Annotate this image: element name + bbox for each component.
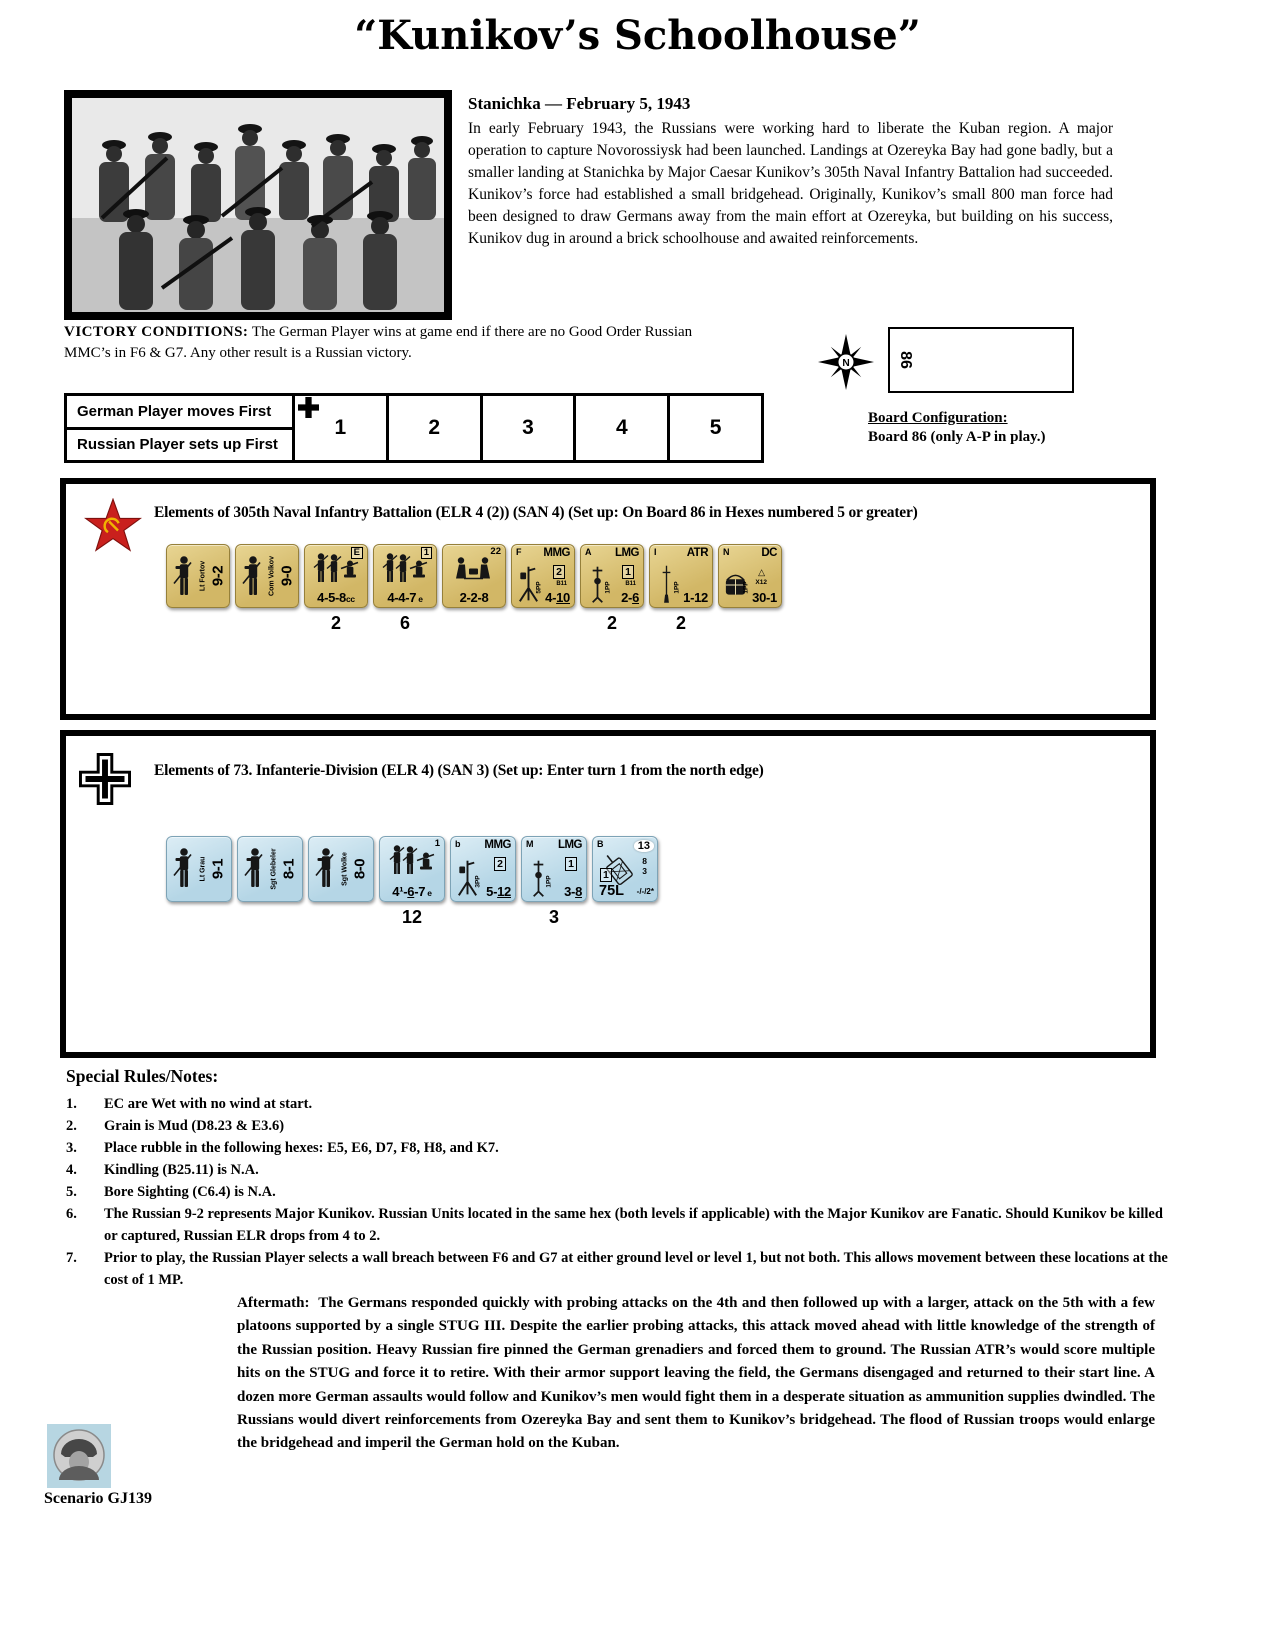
counter-face-mmg: [511, 544, 575, 608]
page-title: “Kunikov’s Schoolhouse”: [354, 12, 921, 59]
turn-track-row-russian: Russian Player sets up First: [77, 436, 278, 454]
russian-ob-header: Elements of 305th Naval Infantry Battalion (ELR 4 (2)) (SAN 4) (Set up: On Board 86 in Hexes numbered 5 or greater): [154, 504, 918, 521]
leader-name: Lt Grau: [199, 856, 207, 882]
counter-quantity: [308, 907, 374, 929]
rule-text: Kindling (B25.11) is N.A.: [104, 1162, 259, 1179]
counter-quantity: 2: [606, 613, 617, 633]
portage-points: 1PP: [742, 581, 750, 594]
soldier-icon: [172, 847, 196, 890]
leader-name: Sgt Wolke: [341, 852, 349, 886]
counter-mmg: [450, 836, 516, 929]
counter-com-volkov: [235, 544, 299, 635]
side-values: 8 3: [642, 856, 647, 876]
counter-face-squad-458: [304, 544, 368, 608]
scenario-id: Scenario GJ139: [44, 1490, 152, 1507]
history-section: [468, 94, 1113, 250]
counter-quantity: 2: [675, 613, 686, 633]
counter-quantity: [237, 907, 303, 929]
turn-track-labels: [67, 396, 295, 460]
leader-value: 9-1: [209, 858, 227, 880]
counter-face-lt-fortov: [166, 544, 230, 608]
counter-class-marker: 22: [490, 546, 501, 557]
compass-north-label: N: [842, 357, 850, 369]
counter-face-stug: [592, 836, 658, 902]
counter-mmg: [511, 544, 575, 635]
weapon-label: LMG: [557, 839, 582, 851]
counter-value: 4-5-8cc: [317, 590, 355, 605]
rule-text: Place rubble in the following hexes: E5, E6, D7, F8, H8, and K7.: [104, 1140, 499, 1157]
rule-item: [66, 1247, 1168, 1291]
leader-value: 9-0: [278, 565, 296, 587]
counter-lmg: [580, 544, 644, 635]
soldier-icon: [314, 847, 338, 890]
victory-label: VICTORY CONDITIONS:: [64, 324, 249, 340]
portage-points: 1PP: [673, 581, 681, 594]
rule-number: 4.: [66, 1162, 77, 1179]
turn-cell-2: [389, 396, 483, 460]
counter-face-squad-467: [379, 836, 445, 902]
portage-points: 1PP: [604, 581, 612, 594]
soldier-icon: [241, 555, 265, 598]
turn-number: 5: [709, 416, 722, 439]
counter-face-squad-447: [373, 544, 437, 608]
soldier-icon: [243, 847, 267, 890]
victory-conditions: [64, 322, 709, 364]
counter-quantity: [450, 907, 516, 929]
counter-squad-447: [373, 544, 437, 635]
counter-lmg: [521, 836, 587, 929]
portage-points: 3PP: [474, 875, 482, 888]
leader-value: 8-1: [280, 858, 298, 880]
turn-cell-5: [670, 396, 761, 460]
compass-icon: [818, 334, 874, 390]
gun-suffix: -/-/2*: [636, 887, 654, 896]
counter-value: 30-1: [752, 590, 777, 605]
counter-face-com-volkov: [235, 544, 299, 608]
counter-class-marker: E: [351, 547, 363, 559]
counter-id-letter: b: [455, 839, 461, 849]
turn-cell-4: [576, 396, 670, 460]
counter-sgt-glebeler: [237, 836, 303, 929]
red-star-icon: [84, 498, 142, 554]
rule-number: 1.: [66, 1096, 77, 1112]
turn-number: 4: [615, 416, 628, 439]
rof-box: 1: [600, 868, 612, 882]
counter-quantity: [166, 907, 232, 929]
squad-icon: [313, 551, 359, 584]
counter-class-marker: 1: [421, 547, 432, 559]
counter-stug: [592, 836, 658, 929]
board-tile-number: 86: [896, 351, 914, 369]
aftermath-text: The Germans responded quickly with probing attacks on the 4th and then followed up with a larger, attack on the 5th with a few platoons supported by a single STUG III. Despite the earlier probing attacks, this attack moved ahead with little knowledge of the strength of the Russian position. Heavy Russian fire pinned the German grenadiers and forced them to ground. The Russian ATR’s would score multiple hits on the STUG and force it to retire. With their armor support leaving the field, the Germans disengaged and returned to their start line. A dozen more German assaults would follow and Kunikov’s men would fight them in a desperate situation as ammunition supplies dwindled. The Russians would divert reinforcements from Ozereyka Bay and sent them to Kunikov’s bridgehead. The flood of Russian troops would enlarge the bridgehead and imperil the German hold on the Kuban.: [237, 1295, 1155, 1452]
aftermath-section: [237, 1292, 1155, 1456]
counter-value-underlined: 6: [632, 590, 639, 605]
scenario-logo: [47, 1424, 111, 1488]
rule-text: The Russian 9-2 represents Major Kunikov. Russian Units located in the same hex (both levels if applicable) with the Major Kunikov are Fanatic. Should Kunikov be killed or captured, Russian ELR drops from 4 to 2.: [104, 1206, 1163, 1245]
special-rules-section: [66, 1066, 1168, 1291]
counter-id-letter: F: [516, 547, 522, 557]
squad-icon: [382, 551, 428, 584]
rule-number: 7.: [66, 1250, 77, 1267]
german-cross-icon: [79, 753, 131, 805]
counter-id-letter: N: [723, 547, 730, 557]
rof-box: 2: [494, 857, 506, 871]
counter-value: 5-12: [486, 884, 511, 899]
crew-icon: [451, 551, 497, 584]
counter-value: 3-8: [564, 884, 582, 899]
turn-track: [64, 393, 764, 463]
counter-value: 2-6: [621, 590, 639, 605]
counter-face-crew-228: [442, 544, 506, 608]
rule-text: Bore Sighting (C6.4) is N.A.: [104, 1184, 276, 1201]
squad-icon: [389, 843, 435, 876]
rule-number: 5.: [66, 1184, 77, 1201]
leader-name: Com Volkov: [268, 556, 276, 596]
counter-value-underlined: 8: [575, 884, 582, 899]
special-rules-heading: Special Rules/Notes:: [66, 1066, 219, 1086]
rule-item: [66, 1203, 1168, 1247]
counter-quantity: 12: [401, 907, 423, 927]
rof-box: 2: [553, 565, 565, 579]
counter-face-sgt-wolke: [308, 836, 374, 902]
rule-text: EC are Wet with no wind at start.: [104, 1096, 313, 1112]
counter-quantity: [718, 613, 782, 635]
counter-value-suffix: e: [416, 594, 423, 604]
german-ob-header: Elements of 73. Infanterie-Division (ELR 4) (SAN 3) (Set up: Enter turn 1 from the north edge): [154, 762, 764, 779]
unit-photo-illustration: [72, 98, 444, 312]
counter-quantity: [511, 613, 575, 635]
counter-value-underlined: 6: [407, 884, 415, 899]
counter-lt-grau: [166, 836, 232, 929]
counter-value: 4¹-6-7 e: [392, 884, 432, 899]
portage-points: 5PP: [535, 581, 543, 594]
counter-sgt-wolke: [308, 836, 374, 929]
counter-face-lmg: [521, 836, 587, 902]
counter-quantity: 2: [330, 613, 341, 633]
counter-dc: [718, 544, 782, 635]
rule-item: [66, 1115, 1168, 1137]
counter-value: 2-2-8: [459, 590, 489, 605]
counter-note: B11: [556, 581, 567, 587]
counter-id-letter: I: [654, 547, 657, 557]
turn-cell-3: [483, 396, 577, 460]
victory-text: The German Player wins at game end if there are no Good Order Russian MMC’s in F6 & G7. Any other result is a Russian victory.: [64, 324, 693, 361]
gun-value: 75L: [599, 883, 624, 899]
rule-item: [66, 1181, 1168, 1203]
turn-number: 2: [428, 416, 441, 439]
leader-value: 8-0: [351, 858, 369, 880]
rule-number: 3.: [66, 1140, 77, 1157]
weapon-label: MMG: [484, 839, 511, 851]
counter-class-marker: 1: [434, 838, 440, 849]
counter-face-dc: [718, 544, 782, 608]
counter-crew-228: [442, 544, 506, 635]
russian-counters: [166, 544, 787, 635]
german-ob-box: [60, 730, 1156, 1058]
weapon-label: ATR: [686, 547, 708, 559]
counter-value-underlined: 10: [556, 590, 570, 605]
board-configuration: [868, 409, 1148, 447]
rule-text: Prior to play, the Russian Player selects a wall breach between F6 and G7 at either ground level or level 1, but not both. This allows movement between these locations at the cost of 1 MP.: [104, 1250, 1168, 1289]
history-text: In early February 1943, the Russians were working hard to liberate the Kuban region. A major operation to capture Novorossiysk had been launched. Landings at Ozereyka Bay had gone badly, but a smaller landing at Stanichka by Major Caesar Kunikov’s 305th Naval Infantry Battalion had succeeded. Kunikov’s force had established a small bridgehead. Originally, Kunikov’s small 800 man force had been designed to draw Germans away from the main effort at Ozereyka, but building on his success, Kunikov dug in around a brick schoolhouse and awaited reinforcements.: [468, 120, 1113, 247]
counter-id-letter: A: [585, 547, 592, 557]
turn-track-row-german: German Player moves First: [67, 396, 292, 430]
counter-value-suffix: e: [425, 888, 432, 898]
special-rules-list: [66, 1093, 1168, 1291]
counter-note: X12: [755, 579, 767, 586]
rule-text: Grain is Mud (D8.23 & E3.6): [104, 1118, 285, 1135]
turn-cell-1: [295, 396, 389, 460]
unit-photo: [64, 90, 452, 320]
counter-id-letter: M: [526, 839, 534, 849]
portage-points: 1PP: [545, 875, 553, 888]
rof-box: 1: [565, 857, 577, 871]
morale-bubble: 13: [634, 840, 654, 852]
board-config-label: Board Configuration:: [868, 410, 1008, 426]
counter-face-mmg: [450, 836, 516, 902]
leader-value: 9-2: [209, 565, 227, 587]
counter-id-letter: B: [597, 839, 604, 849]
german-cross-small-icon: [298, 397, 319, 418]
rule-item: [66, 1093, 1168, 1115]
counter-quantity: [592, 907, 658, 929]
history-heading: Stanichka — February 5, 1943: [468, 94, 691, 113]
counter-value: 1-12: [683, 590, 708, 605]
rule-number: 6.: [66, 1206, 77, 1223]
rof-box: 1: [622, 565, 634, 579]
counter-quantity: [166, 613, 230, 635]
leader-name: Sgt Glebeler: [270, 848, 278, 890]
counter-lt-fortov: [166, 544, 230, 635]
counter-face-sgt-glebeler: [237, 836, 303, 902]
counter-quantity: 6: [399, 613, 410, 633]
counter-value-suffix: cc: [346, 594, 355, 604]
turn-number: 1: [334, 416, 347, 439]
turn-number: 3: [522, 416, 534, 439]
rule-item: [66, 1159, 1168, 1181]
turn-track-cells: [295, 396, 761, 460]
russian-ob-box: [60, 478, 1156, 720]
counter-face-lmg: [580, 544, 644, 608]
counter-face-lt-grau: [166, 836, 232, 902]
counter-face-atr: [649, 544, 713, 608]
counter-value-underlined: 12: [497, 884, 511, 899]
board-config-text: Board 86 (only A-P in play.): [868, 428, 1046, 445]
counter-value: 4-4-7 e: [387, 590, 423, 605]
weapon-label: MMG: [543, 547, 570, 559]
aftermath-label: Aftermath:: [237, 1295, 310, 1311]
counter-note: B11: [625, 581, 636, 587]
soldier-icon: [172, 555, 196, 598]
counter-value: 4-10: [545, 590, 570, 605]
german-counters: [166, 836, 663, 929]
board-tile: [888, 327, 1074, 393]
triangle-marker: △: [758, 567, 765, 577]
weapon-label: DC: [761, 547, 777, 559]
leader-name: Lt Fortov: [199, 560, 207, 592]
counter-squad-467: [379, 836, 445, 929]
counter-atr: [649, 544, 713, 635]
counter-quantity: [442, 613, 506, 635]
counter-squad-458: [304, 544, 368, 635]
rule-item: [66, 1137, 1168, 1159]
weapon-label: LMG: [614, 547, 639, 559]
rule-number: 2.: [66, 1118, 77, 1135]
counter-quantity: 3: [548, 907, 559, 927]
counter-quantity: [235, 613, 299, 635]
